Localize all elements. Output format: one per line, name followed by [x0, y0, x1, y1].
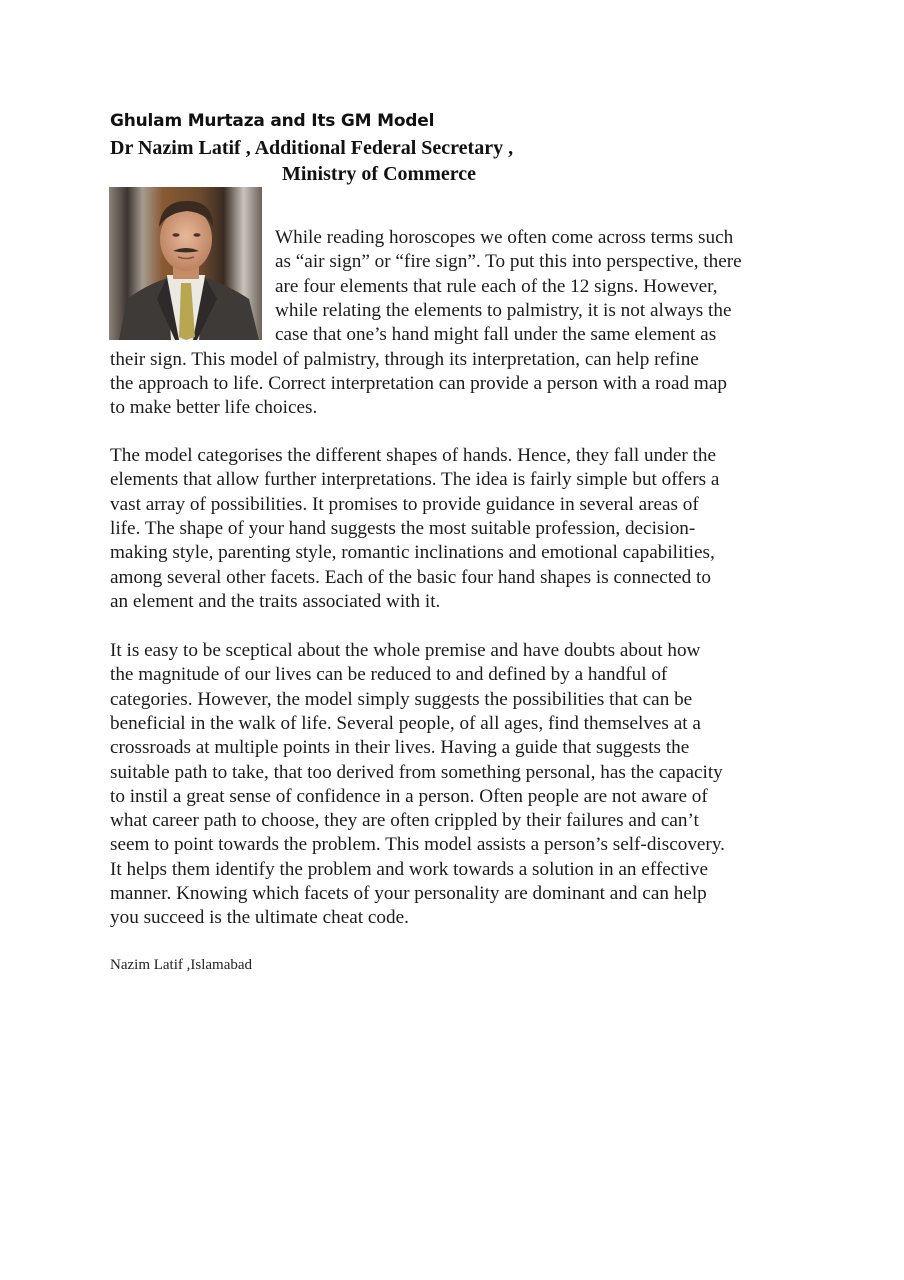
text-line: what career path to choose, they are often crippled by their failures and can’t: [110, 810, 699, 832]
text-line: their sign. This model of palmistry, through its interpretation, can help refine: [110, 348, 699, 370]
text-line: It helps them identify the problem and work towards a solution in an effective: [110, 858, 709, 880]
text-line: the approach to life. Correct interpretation can provide a person with a road map: [110, 372, 727, 394]
text-line: categories. However, the model simply suggests the possibilities that can be: [110, 688, 693, 710]
text-line: the magnitude of our lives can be reduced to and defined by a handful of: [110, 664, 668, 686]
author-portrait-icon: [109, 187, 262, 340]
text-line: you succeed is the ultimate cheat code.: [110, 907, 409, 929]
text-line: life. The shape of your hand suggests the most suitable profession, decision-: [110, 517, 696, 539]
text-line: It is easy to be sceptical about the whole premise and have doubts about how: [110, 640, 701, 661]
text-line: suitable path to take, that too derived from something personal, has the capacity: [110, 761, 723, 783]
author-byline: Dr Nazim Latif , Additional Federal Secretary ,: [110, 137, 514, 159]
text-line: as “air sign” or “fire sign”. To put this into perspective, there: [275, 251, 742, 273]
text-line: beneficial in the walk of life. Several people, of all ages, find themselves at a: [110, 712, 701, 734]
text-line: The model categorises the different shapes of hands. Hence, they fall under the: [110, 445, 716, 466]
text-line: are four elements that rule each of the 12 signs. However,: [275, 275, 718, 297]
signature: Nazim Latif ,Islamabad: [110, 957, 253, 973]
text-line: vast array of possibilities. It promises to provide guidance in several areas of: [110, 493, 699, 515]
text-line: seem to point towards the problem. This model assists a person’s self-discovery.: [110, 834, 725, 856]
text-line: an element and the traits associated with it.: [110, 590, 441, 612]
text-line: While reading horoscopes we often come across terms such: [275, 227, 734, 248]
author-affiliation: Ministry of Commerce: [282, 163, 477, 185]
article-title: Ghulam Murtaza and Its GM Model: [110, 111, 435, 131]
text-line: case that one’s hand might fall under the same element as: [275, 324, 717, 346]
text-line: crossroads at multiple points in their lives. Having a guide that suggests the: [110, 737, 690, 759]
text-line: to instil a great sense of confidence in a person. Often people are not aware of: [110, 785, 708, 807]
text-line: making style, parenting style, romantic inclinations and emotional capabilities,: [110, 542, 715, 564]
text-line: manner. Knowing which facets of your personality are dominant and can help: [110, 883, 707, 904]
text-line: to make better life choices.: [110, 397, 318, 419]
text-line: among several other facets. Each of the basic four hand shapes is connected to: [110, 566, 711, 588]
text-line: while relating the elements to palmistry, it is not always the: [275, 299, 732, 321]
text-line: elements that allow further interpretations. The idea is fairly simple but offers a: [110, 469, 720, 491]
